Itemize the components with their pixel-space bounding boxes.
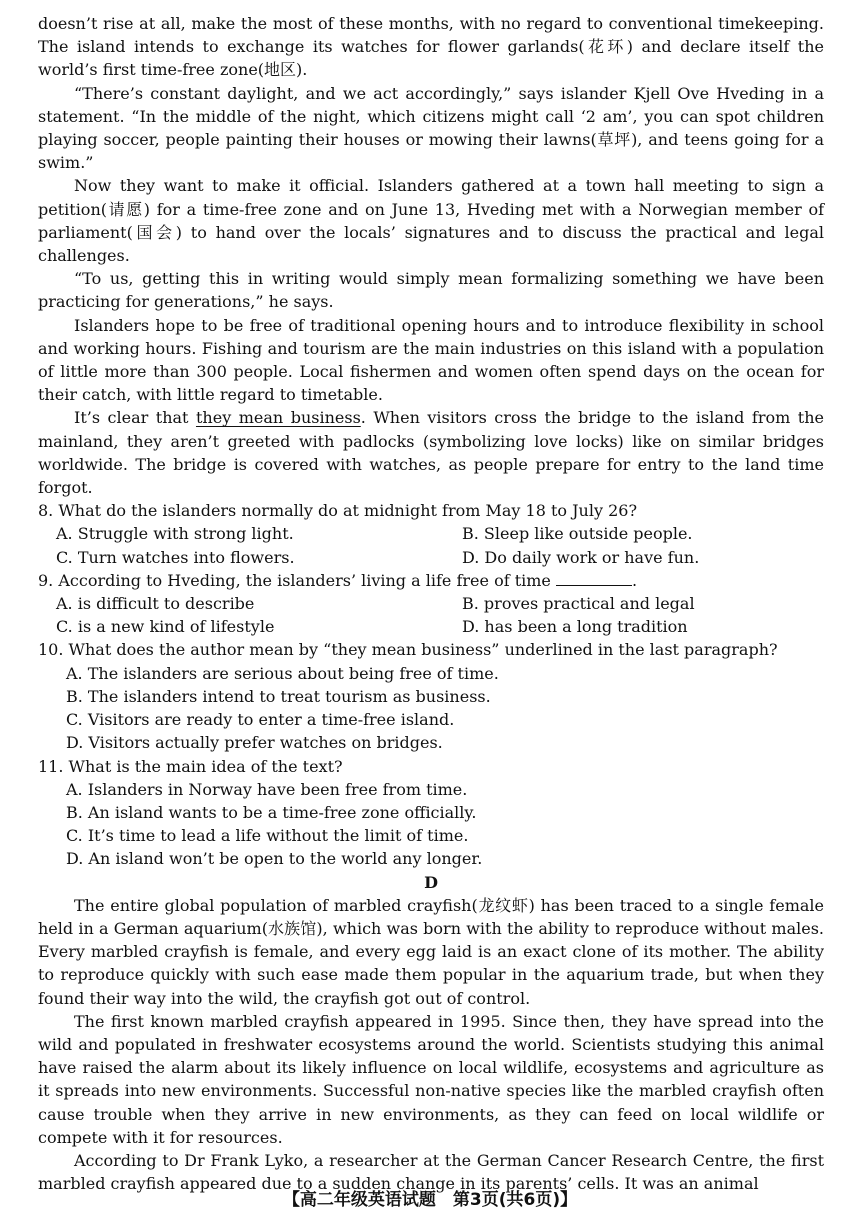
passage-c-paragraph-4: “To us, getting this in writing would simply mean formalizing something we have been practicing for generations,” he says. [38,269,824,312]
paragraph-6-before: It’s clear that [74,408,196,428]
underlined-phrase: they mean business [195,408,361,428]
page-footer: 【高二年级英语试题 第3页(共6页)】 [282,1190,578,1210]
question-8 [38,499,824,569]
question-11-option-a[interactable]: A. Islanders in Norway have been free from time. [66,779,468,799]
section-d-heading: D [424,872,438,892]
passage-c-paragraph-5: Islanders hope to be free of traditional opening hours and to introduce flexibility in school and working hours. Fishing and tourism are the main industries on this island with a population of little more than 300 people. Local fishermen and women often spend days on the ocean for their catch, with little regard to timetable. [38,315,824,405]
question-9-option-b[interactable]: B. proves practical and legal [462,594,695,614]
question-9 [38,569,824,639]
question-11-stem: 11. What is the main idea of the text? [38,756,343,776]
paragraph-6-after: . When visitors cross the bridge to the island from the mainland, they aren’t greeted with padlocks (symbolizing love locks) like on similar bridges worldwide. The bridge is covered with watches, as people prepare for entry to the land time forgot. [38,408,824,498]
question-8-option-d[interactable]: D. Do daily work or have fun. [462,547,700,567]
passage-d-paragraph-1: The entire global population of marbled crayfish(龙纹虾) has been traced to a single female held in a German aquarium(水族馆), which was born with the ability to reproduce without males. Every marbled crayfish is female, and every egg laid is an exact clone of its mother. The ability to reproduce quickly with such ease made them popular in the aquarium trade, but when they found their way into the wild, the crayfish got out of control. [38,895,824,1008]
question-10-option-a[interactable]: A. The islanders are serious about being free of time. [66,663,499,683]
question-9-options [38,592,824,638]
question-8-option-b[interactable]: B. Sleep like outside people. [462,524,693,544]
question-9-option-d[interactable]: D. has been a long tradition [462,617,688,637]
passage-c-paragraph-2: “There’s constant daylight, and we act accordingly,” says islander Kjell Ove Hveding in a statement. “In the middle of the night, which citizens might call ‘2 am’, you can spot children playing soccer, people painting their houses or mowing their lawns(草坪), and teens going for a swim.” [38,83,824,173]
question-9-stem-line [38,569,824,592]
question-8-options [38,522,824,568]
question-10-option-d[interactable]: D. Visitors actually prefer watches on bridges. [66,733,443,753]
question-10-stem: 10. What does the author mean by “they mean business” underlined in the last paragraph? [38,640,778,660]
passage-c-paragraph-3: Now they want to make it official. Islanders gathered at a town hall meeting to sign a petition(请愿) for a time-free zone and on June 13, Hveding met with a Norwegian member of parliament(国会) to hand over the locals’ signatures and to discuss the practical and legal challenges. [38,176,824,266]
question-11-option-b[interactable]: B. An island wants to be a time-free zone officially. [66,802,477,822]
question-11-option-c[interactable]: C. It’s time to lead a life without the limit of time. [66,826,469,846]
question-8-option-a[interactable]: A. Struggle with strong light. [56,524,294,544]
question-11-option-d[interactable]: D. An island won’t be open to the world any longer. [66,849,483,869]
question-8-stem: 8. What do the islanders normally do at midnight from May 18 to July 26? [38,501,638,521]
question-10 [38,638,824,754]
passage-d-paragraph-3: According to Dr Frank Lyko, a researcher at the German Cancer Research Centre, the first marbled crayfish appeared due to a sudden change in its parents’ cells. It was an animal [38,1150,824,1194]
question-9-stem-end: . [631,570,638,590]
answer-blank [556,571,632,586]
question-9-option-c[interactable]: C. is a new kind of lifestyle [56,617,275,637]
question-11-options [38,778,824,871]
question-11 [38,755,824,871]
question-8-option-c[interactable]: C. Turn watches into flowers. [56,547,295,567]
question-10-option-b[interactable]: B. The islanders intend to treat tourism as business. [66,686,491,706]
passage-c-paragraph-1: doesn’t rise at all, make the most of these months, with no regard to conventional timekeeping. The island intends to exchange its watches for flower garlands(花环) and declare itself the world’s first time-free zone(地区). [38,14,824,80]
passage-c-paragraph-6 [38,406,824,499]
question-10-options [38,662,824,755]
question-9-option-a[interactable]: A. is difficult to describe [56,594,255,614]
question-10-option-c[interactable]: C. Visitors are ready to enter a time-free island. [66,710,455,730]
passage-d-paragraph-2: The first known marbled crayfish appeared in 1995. Since then, they have spread into the wild and populated in freshwater ecosystems around the world. Scientists studying this animal have raised the alarm about its likely influence on local wildlife, ecosystems and agriculture as it spreads into new environments. Successful non-native species like the marbled crayfish often cause trouble when they arrive in new environments, as they can feed on local wildlife or compete with it for resources. [38,1011,824,1147]
question-9-stem: 9. According to Hveding, the islanders’ living a life free of time [38,570,551,590]
